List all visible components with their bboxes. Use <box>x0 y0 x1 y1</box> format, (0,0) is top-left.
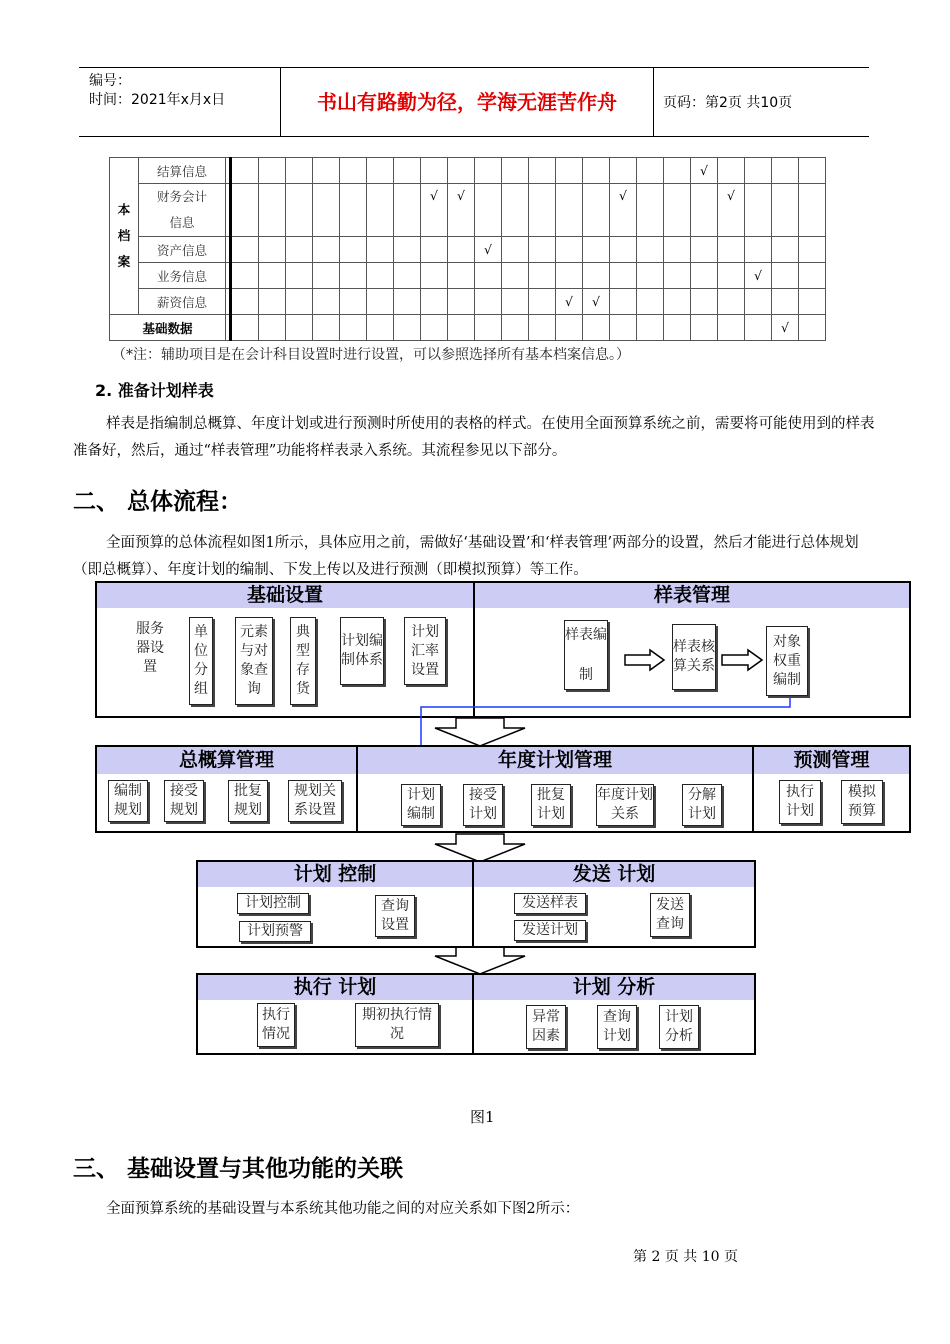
row-label: 财务会计 信息 <box>139 184 226 237</box>
item-typical-stock: 典型存货 <box>290 617 316 705</box>
item-receive-plan: 接受计划 <box>463 784 503 826</box>
section-2-body: 样表是指编制总概算、年度计划或进行预测时所使用的表格的样式。在使用全面预算系统之前，需要将可能使用到的样表准备好，然后，通过“样表管理”功能将样表录入系统。其流程参见以下部分。 <box>73 416 875 459</box>
item-send-template: 发送样表 <box>514 893 586 914</box>
item-plan-analysis: 计划分析 <box>659 1005 699 1049</box>
row2-divider-2 <box>752 745 754 833</box>
archive-group-char: 档 <box>117 228 131 243</box>
item-element-query: 元素与对象查询 <box>235 617 273 705</box>
item-approve-plan: 批复规划 <box>228 780 268 822</box>
item-execute-plan: 执行计划 <box>779 780 821 824</box>
item-object-weight: 对象权重编制 <box>766 626 808 696</box>
item-send-query: 发送查询 <box>650 893 690 937</box>
part-2-body: 全面预算的总体流程如图1所示，具体应用之前，需做好‘基础设置’和‘样表管理’两部分的设置，然后才能进行总体规划（即总概算）、年度计划的编制、下发上传以及进行预测（即模拟预算）等工作。 <box>73 535 859 578</box>
template-mgmt-title: 样表管理 <box>475 583 909 608</box>
row-label: 薪资信息 <box>139 289 226 315</box>
item-exchange-rate: 计划汇率设置 <box>404 617 446 685</box>
table-note: （*注：辅助项目是在会计科目设置时进行设置，可以参照选择所有基本档案信息。） <box>112 347 630 363</box>
number-label: 编号： <box>89 73 131 89</box>
row-label: 资产信息 <box>139 237 226 263</box>
check-cell: √ <box>421 184 448 237</box>
check-cell: √ <box>610 184 637 237</box>
page-footer: 第 2 页 共 10 页 <box>633 1249 738 1265</box>
item-annual-relation: 年度计划关系 <box>596 784 654 826</box>
check-cell: √ <box>745 263 772 289</box>
item-template-edit: 样表编制 <box>564 620 608 690</box>
item-plan-warning: 计划预警 <box>239 921 311 942</box>
item-unit-group: 单位分组 <box>189 617 213 705</box>
check-cell: √ <box>583 289 610 315</box>
item-plan-system: 计划编制体系 <box>340 617 384 685</box>
item-simulate-budget: 模拟预算 <box>841 780 883 824</box>
row2-divider-1 <box>356 745 358 833</box>
item-compile-plan: 计划编制 <box>401 784 441 826</box>
down-arrow-3 <box>435 946 525 974</box>
part-2-heading: 二、 总体流程： <box>73 489 243 515</box>
down-arrow-1 <box>435 718 525 746</box>
check-cell: √ <box>556 289 583 315</box>
send-plan-title: 发送 计划 <box>474 862 754 887</box>
item-reply-plan: 批复计划 <box>531 784 571 826</box>
archive-group-char: 案 <box>117 254 131 269</box>
basic-settings-title: 基础设置 <box>97 583 473 608</box>
item-template-calc: 样表核算关系 <box>672 624 716 690</box>
item-query-plan: 查询计划 <box>597 1005 637 1049</box>
header-page-label: 页码：第2页 共10页 <box>663 95 793 111</box>
row-label: 结算信息 <box>139 158 226 184</box>
plan-analysis-title: 计划 分析 <box>474 975 754 1000</box>
row-label: 业务信息 <box>139 263 226 289</box>
section-2-heading: 2. 准备计划样表 <box>95 381 214 400</box>
row4-divider <box>472 973 474 1055</box>
item-execution-status: 执行情况 <box>257 1003 295 1047</box>
item-abnormal-factors: 异常因素 <box>526 1005 566 1049</box>
arrow-template-2 <box>722 650 762 670</box>
item-edit-plan: 编制规划 <box>108 780 148 822</box>
time-label: 时间：2021年x月x日 <box>89 92 226 108</box>
item-split-plan: 分解计划 <box>682 784 722 826</box>
overall-budget-title: 总概算管理 <box>97 747 356 774</box>
execute-plan-title: 执行 计划 <box>198 975 472 1000</box>
forecast-title: 预测管理 <box>754 747 909 774</box>
item-plan-control: 计划控制 <box>237 893 309 914</box>
item-accept-plan: 接受规划 <box>164 780 204 822</box>
item-server-settings: 服务器设置 <box>136 621 164 675</box>
check-cell: √ <box>691 158 718 184</box>
header-motto: 书山有路勤为径，学海无涯苦作舟 <box>281 68 654 136</box>
row3-divider <box>472 860 474 948</box>
part-3-body: 全面预算系统的基础设置与本系统其他功能之间的对应关系如下图2所示： <box>106 1201 580 1217</box>
annual-plan-title: 年度计划管理 <box>358 747 752 774</box>
figure-caption: 图1 <box>470 1108 495 1126</box>
plan-control-title: 计划 控制 <box>198 862 472 887</box>
check-cell: √ <box>718 184 745 237</box>
item-initial-execution: 期初执行情况 <box>355 1003 439 1047</box>
archive-group-char: 本 <box>117 202 131 217</box>
part-3-heading: 三、 基础设置与其他功能的关联 <box>73 1156 404 1182</box>
check-cell: √ <box>475 237 502 263</box>
item-query-settings: 查询设置 <box>375 895 415 937</box>
down-arrow-2 <box>435 834 525 862</box>
arrow-template-1 <box>625 650 664 670</box>
check-cell: √ <box>448 184 475 237</box>
check-cell: √ <box>772 315 799 341</box>
item-send-plan: 发送计划 <box>514 920 586 941</box>
row-label: 基础数据 <box>110 315 226 341</box>
item-plan-relation: 规划关系设置 <box>288 780 342 822</box>
